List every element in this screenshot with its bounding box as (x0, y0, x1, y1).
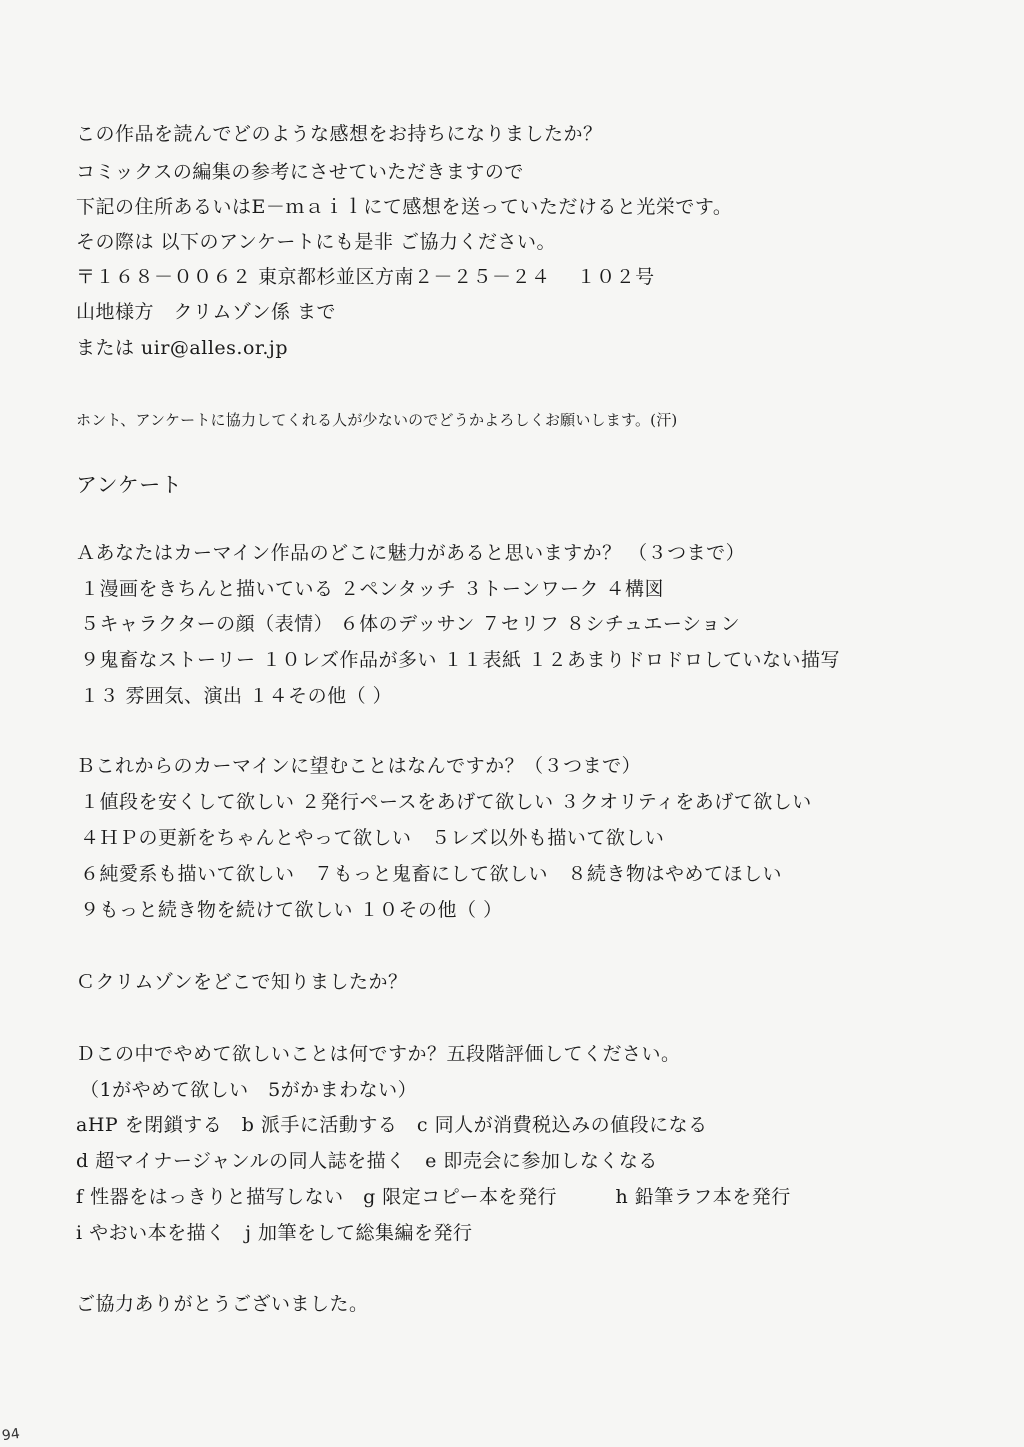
question-d-options-2: d 超マイナージャンルの同人誌を描く e 即売会に参加しなくなる (76, 1150, 658, 1172)
question-b: Ｂこれからのカーマインに望むことはなんですか？（３つまで） (76, 755, 642, 777)
address-line: 〒１６８－００６２ 東京都杉並区方南２－２５－２４ １０２号 (76, 266, 655, 288)
question-b-options-4: ９もっと続き物を続けて欲しい １０その他（ ） (80, 899, 503, 921)
question-b-options-2: ４ＨＰの更新をちゃんとやって欲しい ５レズ以外も描いて欲しい (80, 827, 665, 849)
recipient-line: 山地様方 クリムゾン係 まで (76, 301, 337, 323)
email-line: または uir@alles.or.jp (76, 337, 288, 359)
request-note: ホント、アンケートに協力してくれる人が少ないのでどうかよろしくお願いします。(汗) (76, 411, 678, 429)
question-d-scale: （1がやめて欲しい 5がかまわない） (80, 1079, 418, 1101)
intro-line-2: コミックスの編集の参考にさせていただきますので (76, 161, 524, 183)
question-a-options-4: １３ 雰囲気、演出 １４その他（ ） (80, 685, 393, 707)
question-c: Ｃクリムゾンをどこで知りましたか？ (76, 971, 408, 993)
question-d: Ｄこの中でやめて欲しいことは何ですか？五段階評価してください。 (76, 1043, 681, 1065)
intro-line-4: その際は 以下のアンケートにも是非 ご協力ください。 (76, 231, 556, 253)
intro-line-1: この作品を読んでどのような感想をお持ちになりましたか？ (76, 123, 603, 145)
question-a-options-3: ９鬼畜なストーリー １０レズ作品が多い １１表紙 １２あまりドロドロしていない描写 (80, 649, 841, 671)
page-number: 94 (0, 1425, 21, 1445)
survey-title: アンケート (76, 473, 183, 497)
question-d-options-1: aHP を閉鎖する b 派手に活動する c 同人が消費税込みの値段になる (76, 1114, 708, 1136)
question-d-options-3: f 性器をはっきりと描写しない g 限定コピー本を発行 h 鉛筆ラフ本を発行 (76, 1186, 791, 1208)
question-a-options-2: ５キャラクターの顔（表情） ６体のデッサン ７セリフ ８シチュエーション (80, 613, 741, 635)
question-d-options-4: i やおい本を描く j 加筆をして総集編を発行 (76, 1222, 473, 1244)
question-b-options-1: １値段を安くして欲しい ２発行ペースをあげて欲しい ３クオリティをあげて欲しい (80, 791, 812, 813)
question-b-options-3: ６純愛系も描いて欲しい ７もっと鬼畜にして欲しい ８続き物はやめてほしい (80, 863, 783, 885)
question-a-options-1: １漫画をきちんと描いている ２ペンタッチ ３トーンワーク ４構図 (80, 578, 664, 600)
question-a: Ａあなたはカーマイン作品のどこに魅力があると思いますか？ （３つまで） (76, 542, 746, 564)
closing-message: ご協力ありがとうございました。 (76, 1293, 369, 1315)
intro-line-3: 下記の住所あるいはE－ｍａｉｌにて感想を送っていただけると光栄です。 (76, 196, 733, 218)
